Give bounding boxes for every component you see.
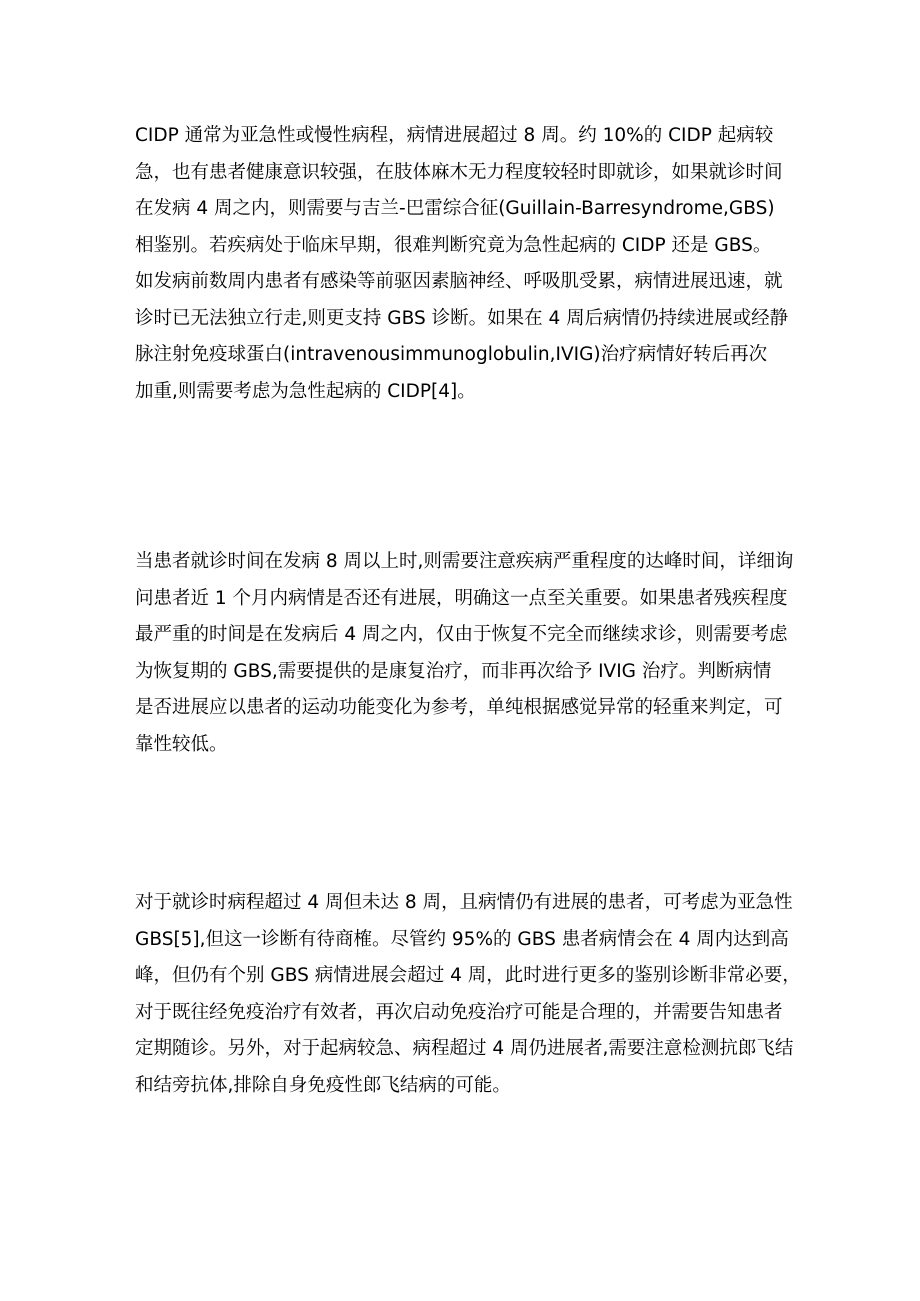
text-line: 相鉴别。若疾病处于临床早期，很难判断究竟为急性起病的 CIDP 还是 GBS。 <box>135 234 772 256</box>
text-line: 最严重的时间是在发病后 4 周之内，仅由于恢复不完全而继续求诊，则需要考虑 <box>135 624 788 645</box>
text-line: 在发病 4 周之内，则需要与吉兰-巴雷综合征(Guillain-Barresyndrome,GBS) <box>135 198 775 219</box>
paragraph-subacute-gbs <box>135 885 805 1104</box>
paragraph-peak-time <box>135 544 805 763</box>
text-line: 对于就诊时病程超过 4 周但未达 8 周，且病情仍有进展的患者，可考虑为亚急性 <box>135 892 793 913</box>
text-line: 和结旁抗体,排除自身免疫性郎飞结病的可能。 <box>135 1074 511 1096</box>
text-line: 加重,则需要考虑为急性起病的 CIDP[4]。 <box>135 380 476 402</box>
text-line: 急，也有患者健康意识较强，在肢体麻木无力程度较轻时即就诊，如果就诊时间 <box>135 161 783 183</box>
text-line: 对于既往经免疫治疗有效者，再次启动免疫治疗可能是合理的，并需要告知患者 <box>135 1001 783 1023</box>
text-line: 为恢复期的 GBS,需要提供的是康复治疗，而非再次给予 IVIG 治疗。判断病情 <box>135 660 772 682</box>
text-line: 当患者就诊时间在发病 8 周以上时,则需要注意疾病严重程度的达峰时间，详细询 <box>135 551 794 572</box>
paragraph-cidp-course <box>135 118 805 410</box>
text-line: 峰，但仍有个别 GBS 病情进展会超过 4 周，此时进行更多的鉴别诊断非常必要， <box>135 965 801 986</box>
text-line: 问患者近 1 个月内病情是否还有进展，明确这一点至关重要。如果患者残疾程度 <box>135 587 788 609</box>
text-line: 脉注射免疫球蛋白(intravenousimmunoglobulin,IVIG)治疗病情好转后再次 <box>135 344 768 365</box>
text-line: 是否进展应以患者的运动功能变化为参考，单纯根据感觉异常的轻重来判定，可 <box>135 697 783 718</box>
text-line: GBS[5],但这一诊断有待商榷。尽管约 95%的 GBS 患者病情会在 4 周内达到高 <box>135 928 789 950</box>
text-line: 如发病前数周内患者有感染等前驱因素脑神经、呼吸肌受累，病情进展迅速，就 <box>135 271 783 292</box>
text-line: CIDP 通常为亚急性或慢性病程，病情进展超过 8 周。约 10%的 CIDP 起病较 <box>135 125 774 146</box>
text-line: 靠性较低。 <box>135 733 228 755</box>
text-line: 定期随诊。另外，对于起病较急、病程超过 4 周仍进展者,需要注意检测抗郎飞结 <box>135 1038 794 1059</box>
text-line: 诊时已无法独立行走,则更支持 GBS 诊断。如果在 4 周后病情仍持续进展或经静 <box>135 307 789 329</box>
